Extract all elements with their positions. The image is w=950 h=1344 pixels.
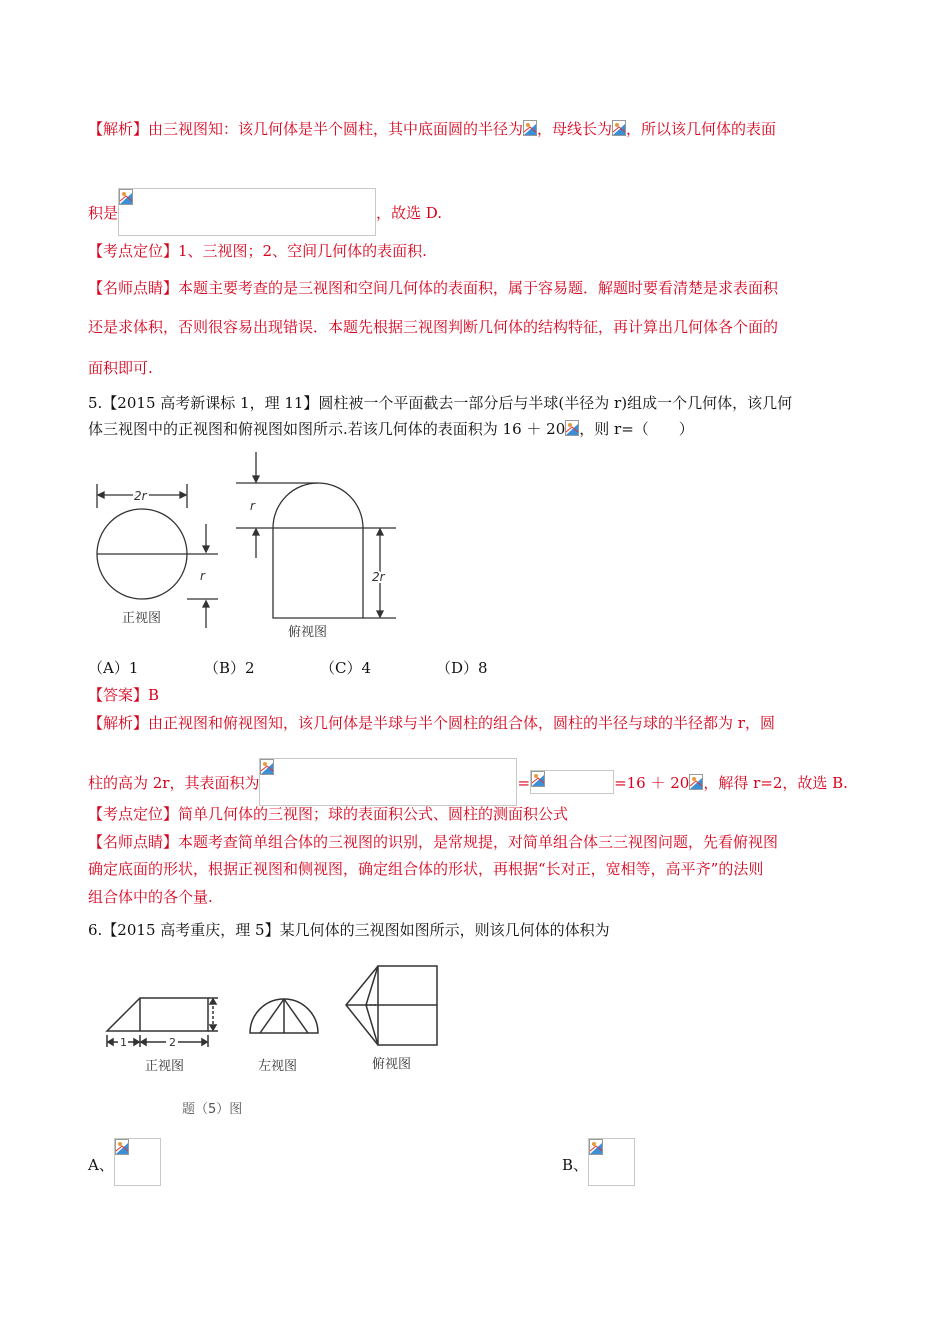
- q5-stem-line2: 体三视图中的正视图和俯视图如图所示.若该几何体的表面积为 16 ＋ 20 ，则 r=（ ）: [88, 420, 694, 438]
- q6-option-b: B、: [562, 1138, 635, 1186]
- q5-tip-line2: 确定底面的形状，根据正视图和侧视图，确定组合体的形状，再根据“长对正，宽相等，高平齐”的法则: [88, 860, 764, 878]
- q4-analysis-line1: 【解析】由三视图知：该几何体是半个圆柱，其中底面圆的半径为 ，母线长为 ，所以该几何体的表面: [88, 120, 777, 138]
- dim-2r-side: 2r: [372, 570, 385, 584]
- q5-answer: 【答案】B: [88, 686, 160, 704]
- formula-image-placeholder: [530, 770, 614, 794]
- analysis-tag: 【解析】: [88, 120, 149, 138]
- broken-image-icon: [612, 120, 626, 137]
- formula-image-placeholder: [259, 758, 517, 806]
- broken-image-icon: [523, 120, 537, 137]
- q5-tip-line1: 【名师点睛】本题考查简单组合体的三视图的识别，是常规提，对简单组合体三三视图问题，先看俯视图: [88, 833, 779, 851]
- q5-tip-line3: 组合体中的各个量.: [88, 888, 213, 906]
- label-top: 俯视图: [372, 1057, 412, 1072]
- q4-tip-line1: 【名师点睛】本题主要考查的是三视图和空间几何体的表面积，属于容易题．解题时要看清楚是求表面积: [88, 279, 779, 297]
- q5-analysis-line1: 【解析】由正视图和俯视图知，该几何体是半球与半个圆柱的组合体，圆柱的半径与球的半径都为 r，圆: [88, 714, 775, 732]
- formula-image-placeholder: [118, 188, 376, 236]
- label-left: 左视图: [258, 1059, 298, 1074]
- option-a: （A）1: [88, 659, 139, 677]
- label-front-view: 正视图: [122, 611, 162, 626]
- dim-2: 2: [169, 1036, 176, 1049]
- q5-figure: [90, 448, 410, 648]
- dim-1: 1: [120, 1036, 127, 1049]
- q4-point-line: 【考点定位】1、三视图；2、空间几何体的表面积.: [88, 242, 427, 260]
- formula-image-placeholder: [114, 1138, 161, 1186]
- option-d: （D）8: [436, 659, 488, 677]
- q4-tip-line3: 面积即可.: [88, 359, 153, 377]
- q5-analysis-line2: 柱的高为 2r，其表面积为 = =16 ＋ 20 ，解得 r=2，故选 B.: [88, 758, 848, 806]
- q6-stem: 6.【2015 高考重庆，理 5】某几何体的三视图如图所示，则该几何体的体积为: [88, 921, 610, 939]
- formula-image-placeholder: [588, 1138, 635, 1186]
- label-front: 正视图: [145, 1059, 185, 1074]
- q6-figure: [100, 955, 450, 1125]
- figure-caption: 题（5）图: [182, 1102, 243, 1117]
- q6-option-a: A、: [88, 1138, 161, 1186]
- q4-analysis-line2: 积是 ，故选 D.: [88, 188, 442, 236]
- q5-options: [88, 657, 488, 678]
- dim-r-front: r: [200, 569, 205, 583]
- option-b: （B）2: [204, 659, 255, 677]
- label-top-view: 俯视图: [288, 625, 328, 640]
- broken-image-icon: [689, 774, 703, 791]
- q5-point: 【考点定位】简单几何体的三视图；球的表面积公式、圆柱的测面积公式: [88, 805, 569, 823]
- q4-tip-line2: 还是求体积，否则很容易出现错误．本题先根据三视图判断几何体的结构特征，再计算出几何体各个面的: [88, 318, 779, 336]
- dim-r-top: r: [250, 499, 255, 513]
- q5-stem-line1: 5.【2015 高考新课标 1，理 11】圆柱被一个平面截去一部分后与半球(半径为 r)组成一个几何体，该几何: [88, 394, 793, 412]
- option-c: （C）4: [320, 659, 372, 677]
- dim-2r-top: 2r: [134, 489, 147, 503]
- broken-image-icon: [565, 420, 579, 437]
